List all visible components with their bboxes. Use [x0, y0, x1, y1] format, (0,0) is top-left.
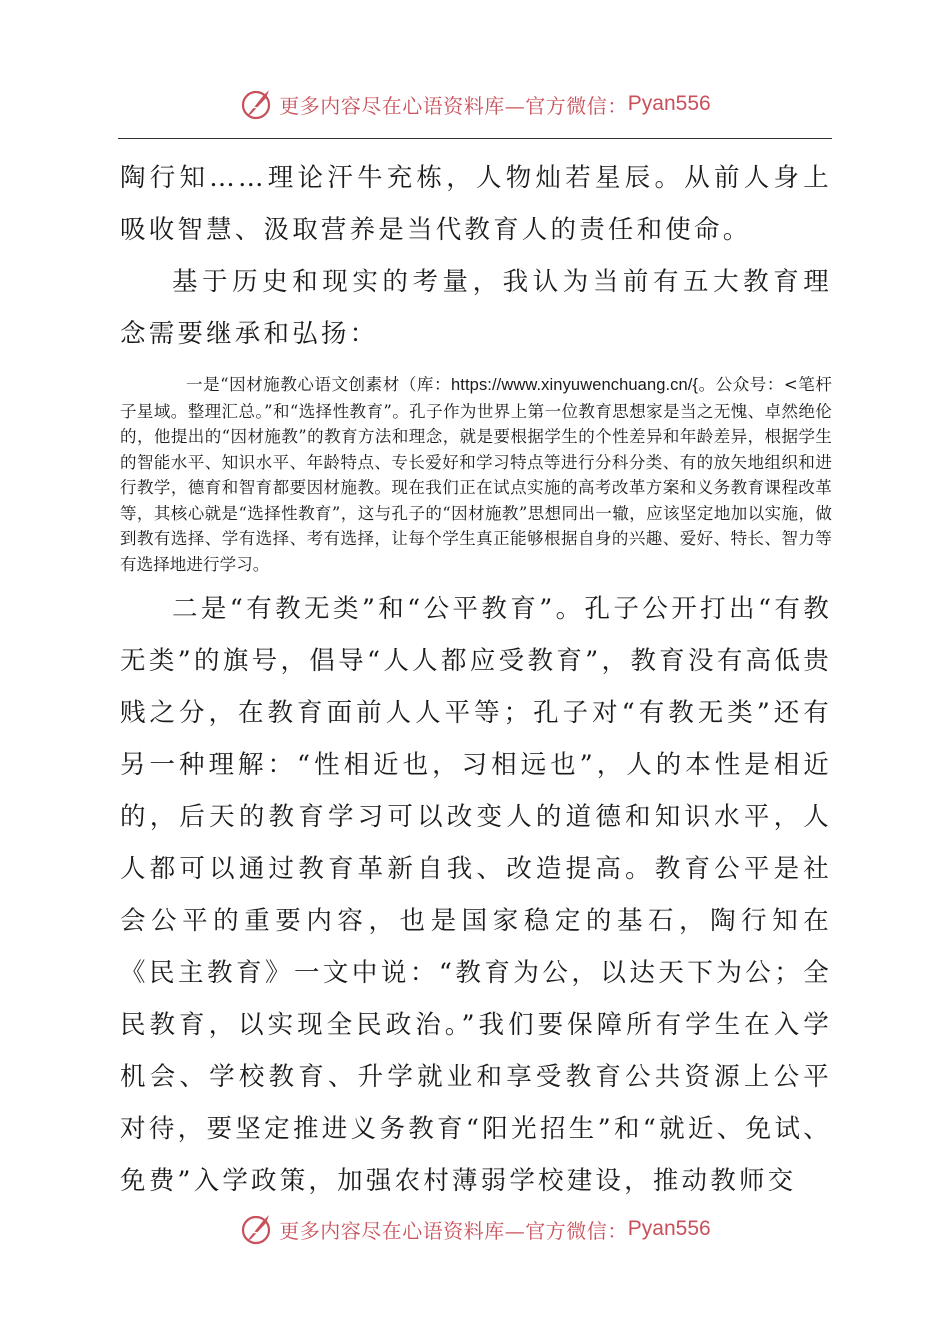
quill-logo-icon: [239, 86, 275, 122]
footer-wechat-id: Pyan556: [627, 1217, 711, 1240]
banner-wechat-id: Pyan556: [627, 92, 711, 115]
paragraph-1: 陶行知……理论汗牛充栋，人物灿若星辰。从前人身上吸收智慧、汲取营养是当代教育人的责任和使命。: [120, 163, 832, 245]
banner-text: 更多内容尽在心语资料库—官方微信：: [279, 93, 628, 118]
paragraph-3-lead: 一是“因材施教心语文创素材（库：: [186, 375, 452, 394]
paragraph-3-url: https://www.xinyuwenchuang.cn/{: [451, 376, 699, 394]
footer-banner-text: 更多内容尽在心语资料库—官方微信：: [279, 1218, 628, 1243]
footer-banner: [0, 1209, 950, 1249]
paragraph-3-rest: 。公众号：<笔杆子星域。整理汇总。”和“选择性教育”。孔子作为世界上第一位教育思想家是当之无愧、卓然绝伦的，他提出的“因材施教”的教育方法和理念，就是要根据学生的个性差异和年龄差异，根据学生的智能水平、知识水平、年龄特点、专长爱好和学习特点等进行分科分类、有的放矢地组织和进行教学，德育和智育都要因材施教。现在我们正在试点实施的高考改革方案和义务教育课程改革等，其核心就是“选择性教育”，这与孔子的“因材施教”思想同出一辙，应该坚定地加以实施，做到教有选择、学有选择、考有选择，让每个学生真正能够根据自身的兴趣、爱好、特长、智力等有选择地进行学习。: [120, 375, 832, 574]
document-body: [120, 152, 832, 1207]
header-divider: [118, 138, 832, 139]
paragraph-2: 基于历史和现实的考量，我认为当前有五大教育理念需要继承和弘扬：: [120, 267, 832, 349]
paragraph-3: [120, 372, 832, 577]
paragraph-4: 二是“有教无类”和“公平教育”。孔子公开打出“有教无类”的旗号，倡导“人人都应受教育”，教育没有高低贵贱之分，在教育面前人人平等；孔子对“有教无类”还有另一种理解：“性相近也，习相远也”，人的本性是相近的，后天的教育学习可以改变人的道德和知识水平，人人都可以通过教育革新自我、改造提高。教育公平是社会公平的重要内容，也是国家稳定的基石，陶行知在《民主教育》一文中说：“教育为公，以达天下为公；全民教育，以实现全民政治。”我们要保障所有学生在入学机会、学校教育、升学就业和享受教育公共资源上公平对待，要坚定推进义务教育“阳光招生”和“就近、免试、免费”入学政策，加强农村薄弱学校建设，推动教师交: [120, 594, 832, 1196]
quill-logo-icon: [239, 1211, 275, 1247]
header-banner: [0, 84, 950, 124]
